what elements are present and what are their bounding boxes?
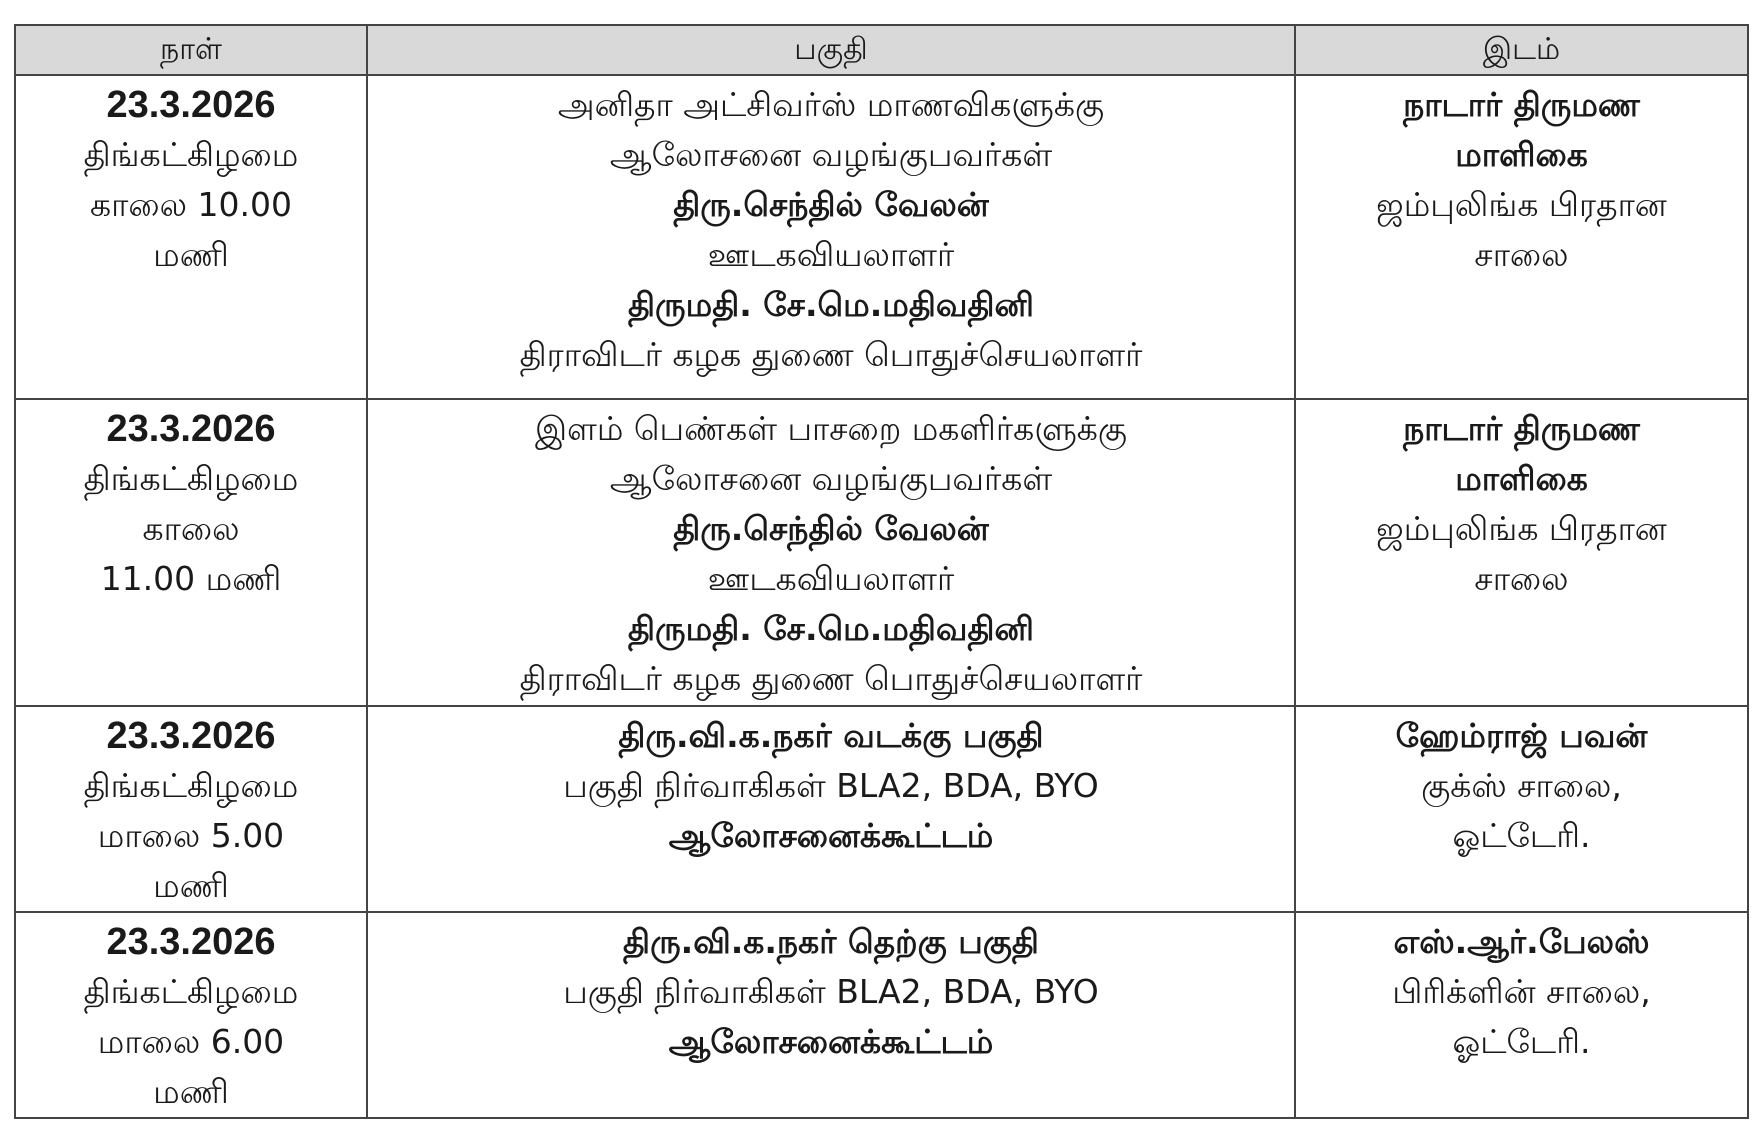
- date-cell: [15, 706, 367, 912]
- date-cell: [15, 399, 367, 706]
- header-program: பகுதி: [367, 25, 1295, 75]
- header-date: நாள்: [15, 25, 367, 75]
- table-row: [15, 399, 1748, 706]
- venue-cell: [1295, 75, 1748, 399]
- program-cell: [367, 912, 1295, 1118]
- program-title: திரு.வி.க.நகர் தெற்கு பகுதி: [623, 922, 1039, 961]
- venue-name: ஹேம்ராஜ் பவன்: [1395, 716, 1648, 755]
- venue-address: சாலை: [1474, 235, 1569, 274]
- schedule-table: [14, 24, 1749, 1119]
- time-text: மணி: [153, 235, 229, 274]
- venue-cell: [1295, 399, 1748, 706]
- venue-cell: [1295, 912, 1748, 1118]
- venue-address: குக்ஸ் சாலை,: [1421, 766, 1622, 805]
- venue-address: ஜம்புலிங்க பிரதான: [1376, 185, 1667, 224]
- venue-cell: [1295, 706, 1748, 912]
- venue-name: நாடார் திருமண: [1403, 85, 1640, 124]
- time-text: மணி: [153, 1072, 229, 1111]
- day-text: திங்கட்கிழமை: [83, 135, 299, 174]
- speaker-name: திரு.செந்தில் வேலன்: [673, 509, 989, 548]
- venue-name: மாளிகை: [1455, 459, 1588, 498]
- speaker-name: திரு.செந்தில் வேலன்: [673, 185, 989, 224]
- venue-address: ஜம்புலிங்க பிரதான: [1376, 509, 1667, 548]
- header-venue: இடம்: [1295, 25, 1748, 75]
- program-line: ஆலோசனைக்கூட்டம்: [668, 1022, 994, 1061]
- program-cell: [367, 706, 1295, 912]
- date-text: 23.3.2026: [106, 84, 276, 126]
- venue-address: சாலை: [1474, 559, 1569, 598]
- day-text: திங்கட்கிழமை: [83, 459, 299, 498]
- table-row: [15, 912, 1748, 1118]
- time-text: காலை: [142, 509, 240, 548]
- program-line: ஆலோசனைக்கூட்டம்: [668, 816, 994, 855]
- day-text: திங்கட்கிழமை: [83, 766, 299, 805]
- program-line: இளம் பெண்கள் பாசறை மகளிர்களுக்கு: [534, 409, 1128, 448]
- venue-name: எஸ்.ஆர்.பேலஸ்: [1393, 922, 1650, 961]
- venue-address: ஓட்டேரி.: [1452, 816, 1591, 855]
- venue-address: ஓட்டேரி.: [1452, 1022, 1591, 1061]
- table-row: [15, 75, 1748, 399]
- venue-name: நாடார் திருமண: [1403, 409, 1640, 448]
- program-title: திரு.வி.க.நகர் வடக்கு பகுதி: [618, 716, 1044, 755]
- venue-name: மாளிகை: [1455, 135, 1588, 174]
- speaker-name: திருமதி. சே.மெ.மதிவதினி: [628, 609, 1034, 648]
- date-text: 23.3.2026: [106, 408, 276, 450]
- time-text: மாலை 5.00: [97, 816, 285, 855]
- speaker-name: திருமதி. சே.மெ.மதிவதினி: [628, 285, 1034, 324]
- table-row: [15, 706, 1748, 912]
- program-cell: [367, 75, 1295, 399]
- speaker-role: திராவிடர் கழக துணை பொதுச்செயலாளர்: [519, 335, 1143, 374]
- time-text: காலை 10.00: [90, 185, 292, 224]
- day-text: திங்கட்கிழமை: [83, 972, 299, 1011]
- program-cell: [367, 399, 1295, 706]
- date-text: 23.3.2026: [106, 715, 276, 757]
- speaker-role: ஊடகவியலாளர்: [707, 559, 955, 598]
- header-row: [15, 25, 1748, 75]
- date-cell: [15, 75, 367, 399]
- program-line: ஆலோசனை வழங்குபவர்கள்: [609, 459, 1053, 498]
- program-line: பகுதி நிர்வாகிகள் BLA2, BDA, BYO: [563, 972, 1099, 1011]
- program-line: ஆலோசனை வழங்குபவர்கள்: [609, 135, 1053, 174]
- program-line: அனிதா அட்சிவர்ஸ் மாணவிகளுக்கு: [557, 85, 1105, 124]
- speaker-role: திராவிடர் கழக துணை பொதுச்செயலாளர்: [519, 659, 1143, 698]
- date-text: 23.3.2026: [106, 921, 276, 963]
- schedule-sheet: [14, 24, 1747, 1119]
- time-text: மணி: [153, 866, 229, 905]
- time-text: மாலை 6.00: [97, 1022, 285, 1061]
- time-text: 11.00 மணி: [100, 559, 282, 598]
- speaker-role: ஊடகவியலாளர்: [707, 235, 955, 274]
- venue-address: பிரிக்ளின் சாலை,: [1392, 972, 1651, 1011]
- program-line: பகுதி நிர்வாகிகள் BLA2, BDA, BYO: [563, 766, 1099, 805]
- date-cell: [15, 912, 367, 1118]
